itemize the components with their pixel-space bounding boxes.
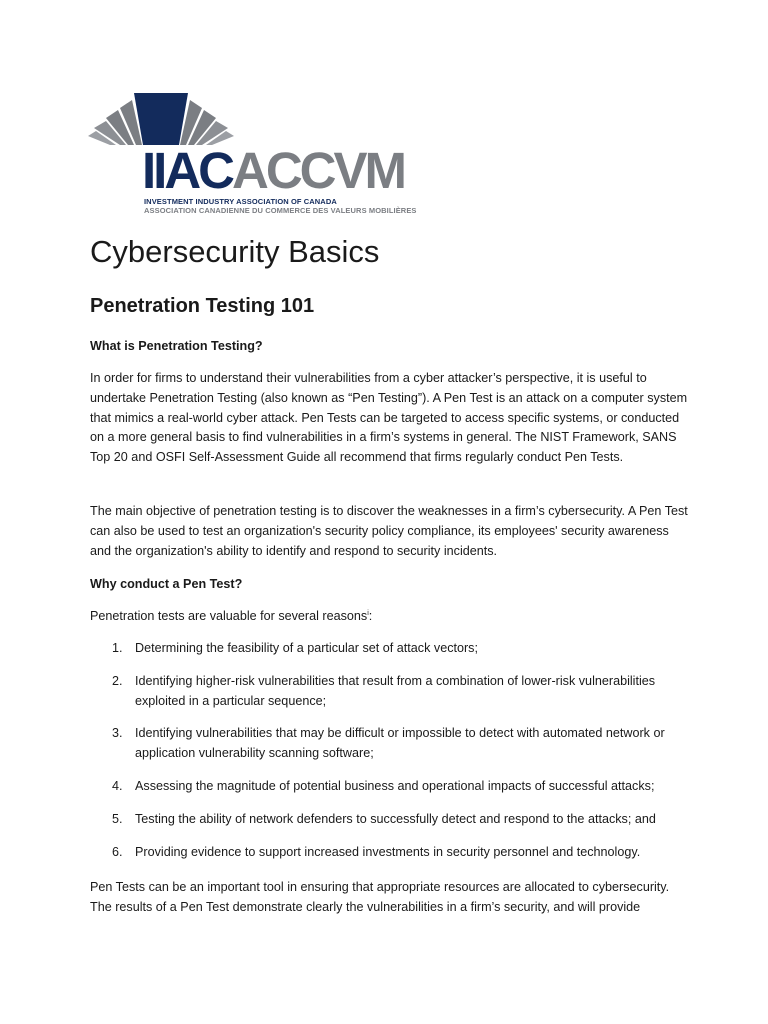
list-item-number: 5. — [112, 811, 123, 826]
list-item — [90, 672, 690, 712]
list-item-text: Providing evidence to support increased investments in security personnel and technology. — [135, 844, 641, 859]
list-item-text: Assessing the magnitude of potential business and operational impacts of successful attacks; — [135, 778, 655, 793]
section-heading-what-is: What is Penetration Testing? — [90, 339, 263, 353]
list-item-number: 6. — [112, 844, 123, 859]
list-item — [90, 777, 690, 797]
list-item-number: 3. — [112, 726, 123, 741]
reasons-list — [90, 639, 690, 875]
list-item-text: Testing the ability of network defenders to successfully detect and respond to the attacks; and — [135, 811, 656, 826]
logo-wordmark: IIACACCVM — [142, 142, 404, 199]
document-title: Cybersecurity Basics — [90, 234, 380, 269]
document-subtitle: Penetration Testing 101 — [90, 295, 315, 317]
paragraph-closing: Pen Tests can be an important tool in ensuring that appropriate resources are allocated to cybersecurity. The results of a Pen Test demonstrate clearly the vulnerabilities in a firm’s security, and will provide — [90, 880, 670, 914]
list-item — [90, 724, 690, 764]
list-item-text: Identifying higher-risk vulnerabilities that result from a combination of lower-risk vulnerabilities exploited in a particular sequence; — [135, 673, 656, 708]
section-heading-why: Why conduct a Pen Test? — [90, 577, 243, 591]
list-item — [90, 639, 690, 659]
paragraph-intro: In order for firms to understand their vulnerabilities from a cyber attacker’s perspective, it is useful to undertake Penetration Testing (also known as “Pen Testing”). A Pen Test is an attack on a computer system that mimics a real-world cyber attack. Pen Tests can be targeted to access specific systems, or conducted on a more general basis to find vulnerabilities in a firm’s systems in general. The NIST Framework, SANS Top 20 and OSFI Self-Assessment Guide all recommend that firms regularly conduct Pen Tests. — [90, 371, 688, 465]
list-item-number: 2. — [112, 673, 123, 688]
list-item — [90, 810, 690, 830]
list-item-number: 4. — [112, 778, 123, 793]
list-item-text: Determining the feasibility of a particular set of attack vectors; — [135, 641, 478, 655]
footnote-marker: i — [367, 609, 369, 617]
paragraph-reasons-intro: Penetration tests are valuable for several reasons$^i$: — [90, 609, 373, 623]
list-item-text: Identifying vulnerabilities that may be difficult or impossible to detect with automated network or application vulnerability scanning software; — [135, 726, 665, 761]
list-item — [90, 843, 690, 863]
paragraph-objective: The main objective of penetration testing is to discover the weaknesses in a firm’s cybersecurity. A Pen Test can also be used to test an organization's security policy compliance, its employees' security awareness and the organization's ability to identify and respond to security incidents. — [90, 504, 688, 558]
iiac-logo — [88, 90, 433, 218]
list-item-number: 1. — [112, 641, 123, 655]
logo-tagline-french: ASSOCIATION CANADIENNE DU COMMERCE DES VALEURS MOBILIÈRES — [144, 206, 417, 215]
logo-emblem-icon — [88, 90, 433, 150]
logo-tagline-english: INVESTMENT INDUSTRY ASSOCIATION OF CANADA — [144, 197, 337, 206]
